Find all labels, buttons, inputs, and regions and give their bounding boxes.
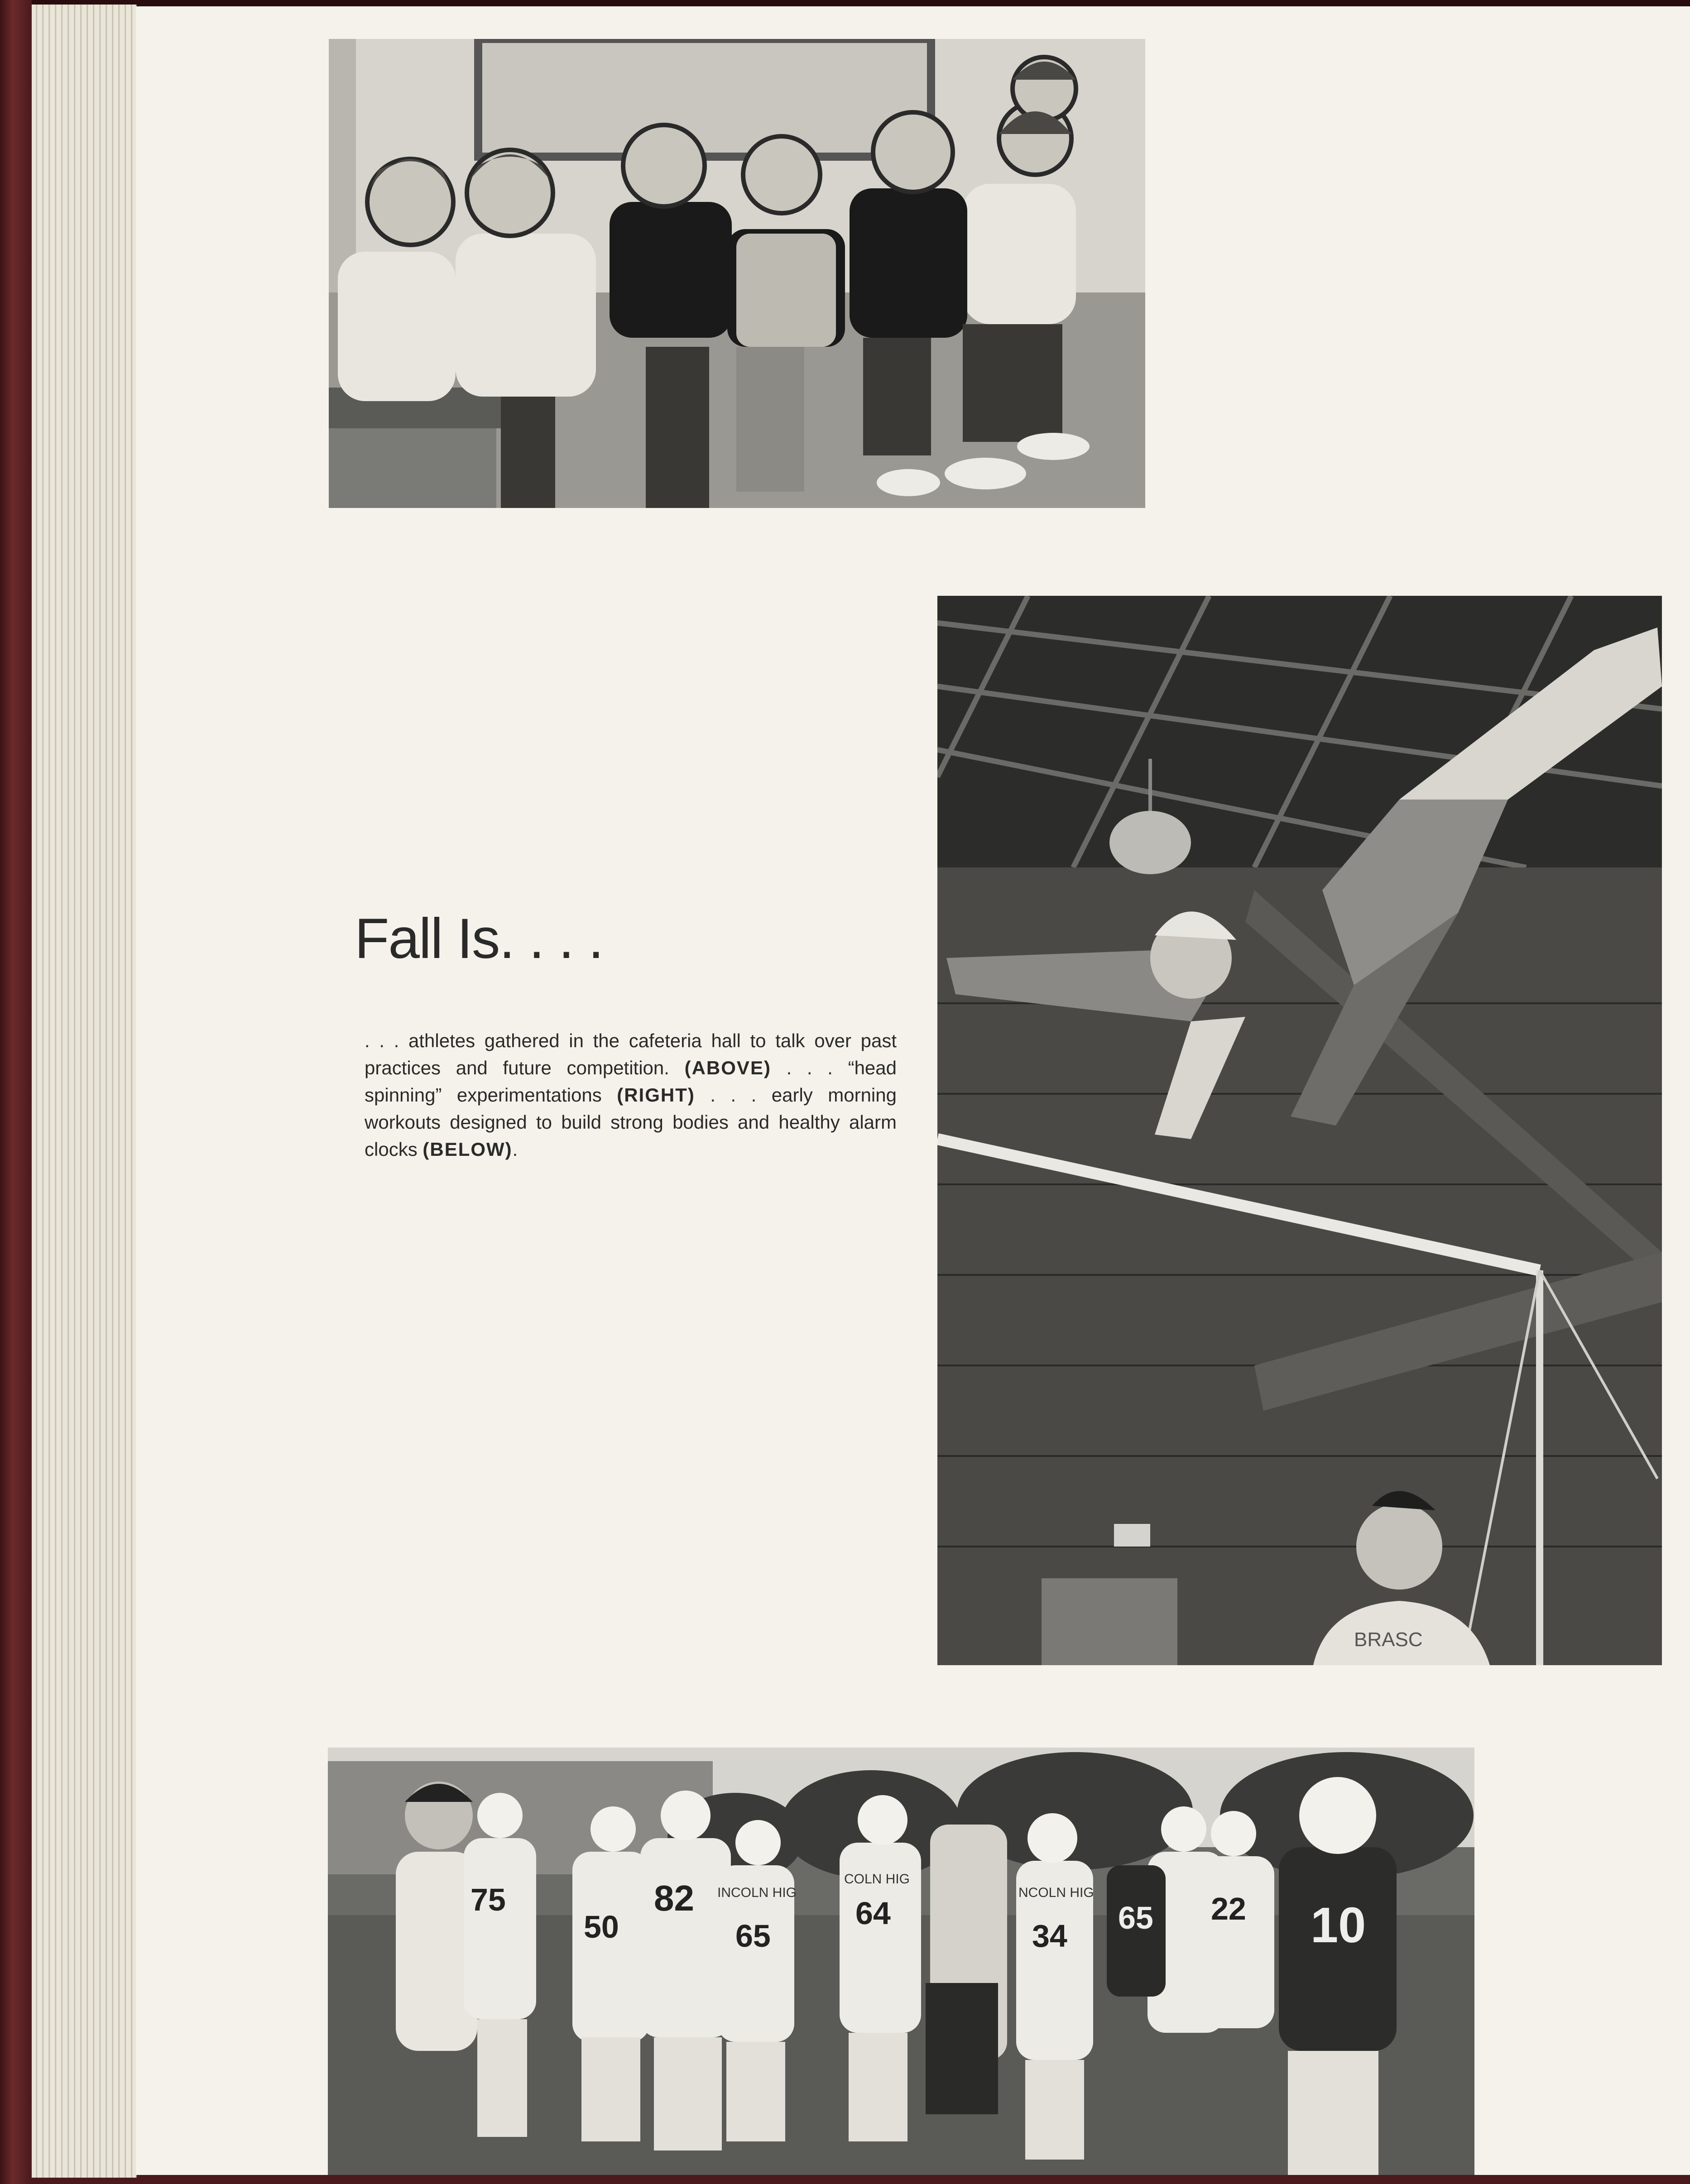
shirt-text: BRASC — [1354, 1628, 1423, 1651]
caption-label-above: (ABOVE) — [684, 1057, 771, 1078]
gym-photo — [937, 596, 1662, 1665]
caption-label-below: (BELOW) — [422, 1139, 513, 1160]
book-binding — [0, 0, 32, 2184]
jersey-number: 65 — [1118, 1900, 1153, 1935]
book-top-edge — [32, 0, 1690, 6]
jersey-number: 10 — [1311, 1897, 1366, 1953]
jersey-number: 50 — [584, 1909, 619, 1945]
caption-text: . . . early morning workouts designed to build strong bodies and healthy alarm clocks — [365, 1084, 897, 1160]
jersey-number: 64 — [855, 1896, 891, 1931]
jersey-number: 34 — [1032, 1918, 1067, 1954]
caption-text: . . . “head spinning” experimentations — [365, 1057, 897, 1106]
caption-end: . — [512, 1139, 518, 1160]
caption-label-right: (RIGHT) — [617, 1084, 695, 1106]
football-photo — [328, 1748, 1474, 2175]
caption — [365, 1027, 897, 1163]
caption-text: . . . athletes gathered in the cafeteria hall to talk over past practices and future competition. — [365, 1030, 897, 1078]
yearbook-page — [136, 6, 1690, 2175]
jersey-number: 75 — [471, 1882, 506, 1917]
jersey-school-text: COLN HIG — [844, 1872, 910, 1887]
page-title: Fall Is. . . . — [355, 907, 603, 970]
jersey-number: 65 — [735, 1918, 771, 1954]
jersey-number: 82 — [654, 1878, 694, 1918]
jersey-school-text: NCOLN HIG — [1018, 1885, 1094, 1900]
page-edges — [32, 5, 137, 2178]
jersey-school-text: INCOLN HIG — [717, 1885, 797, 1900]
jersey-number: 22 — [1211, 1891, 1246, 1926]
bench-photo — [329, 39, 1145, 508]
